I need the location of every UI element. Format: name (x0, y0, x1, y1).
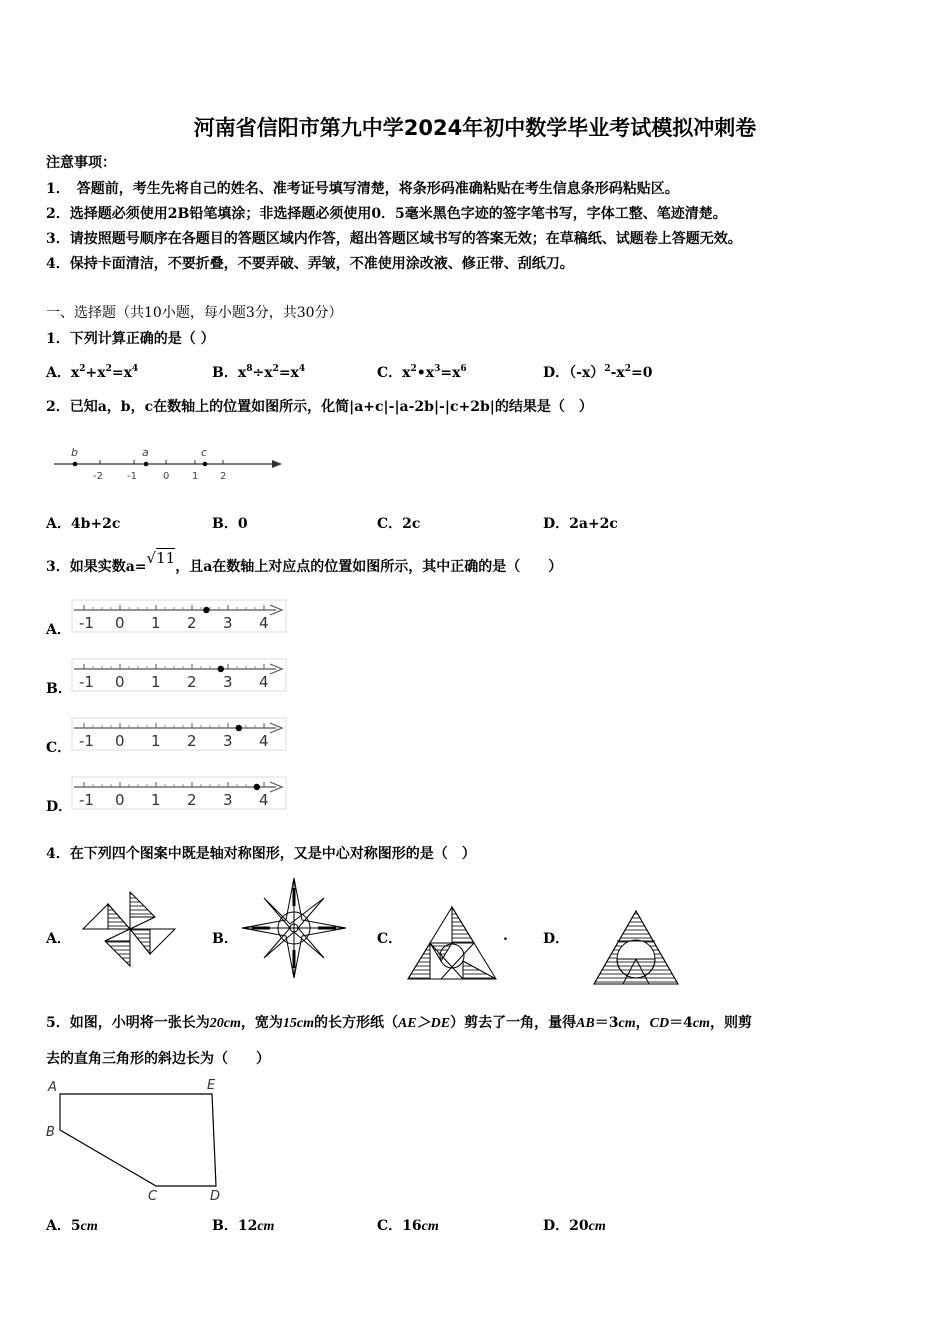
vertex-label-c: C (148, 1189, 158, 1204)
q3-option-label: A． (46, 622, 71, 638)
q4-option-label: B． (212, 931, 238, 947)
point-a-dot (236, 725, 242, 731)
q5-option-a: A．5cm (46, 1218, 98, 1234)
triangle-figure-d (590, 908, 682, 988)
tick-label: 1 (192, 471, 199, 482)
tick-label: 3 (223, 732, 233, 750)
notice-heading: 注意事项： (46, 155, 116, 171)
tick-label: -2 (93, 471, 103, 482)
number-line-frame (72, 777, 286, 809)
q5-pentagon-figure (44, 1074, 234, 1206)
tick-label: 3 (223, 791, 233, 809)
tick-label: 2 (187, 614, 197, 632)
sqrt-expression: √11 (146, 549, 176, 567)
vertex-label-b: B (46, 1125, 55, 1140)
notice-item: 4．保持卡面清洁，不要折叠，不要弄破、弄皱，不准使用涂改液、修正带、刮纸刀。 (46, 256, 574, 272)
vertex-label-a: A (48, 1080, 57, 1095)
q1-stem: 1．下列计算正确的是（ ） (46, 331, 215, 347)
separator-dot: . (503, 928, 508, 944)
tick-label: 0 (163, 471, 170, 482)
notice-item: 3．请按照题号顺序在各题目的答题区域内作答，超出答题区域书写的答案无效；在草稿纸、试题卷上答题无效。 (46, 231, 742, 247)
point-a-dot (218, 666, 224, 672)
tick-label: 4 (259, 791, 269, 809)
q3-option-label: D． (46, 799, 73, 815)
notice-item: 1． 答题前，考生先将自己的姓名、准考证号填写清楚，将条形码准确粘贴在考生信息条形码粘贴区。 (46, 181, 679, 197)
tick-label: 1 (151, 614, 161, 632)
q5-option-b: B．12cm (212, 1218, 275, 1234)
q3-option-label: B． (46, 681, 72, 697)
triangle-figure-c (404, 904, 500, 982)
q1-option-d: D．$(-x)^2-x^2=0$ (543, 364, 653, 381)
tick-label: 1 (151, 791, 161, 809)
q1-option-c: C．$x^2•x^3=x^6$ (377, 364, 467, 381)
vertex-label-d: D (210, 1189, 221, 1204)
q1-option-b: B．$x^8\div x^2=x^4$ (212, 364, 306, 381)
point-label-a: a (142, 446, 149, 459)
tick-label: 4 (259, 673, 269, 691)
q5-stem-line1: 5．如图，小明将一张长为20cm，宽为15cm的长方形纸（AE＞DE）剪去了一角，量得AB＝3cm，CD＝4cm，则剪 (46, 1015, 752, 1031)
tick-label: 0 (115, 732, 125, 750)
tick-label: 0 (115, 791, 125, 809)
tick-label: -1 (79, 614, 94, 632)
compass-star-figure (238, 876, 350, 980)
point-label-b: b (71, 446, 78, 459)
q3-number-line-d (70, 775, 290, 811)
tick-label: 1 (151, 732, 161, 750)
q4-option-label: A． (46, 931, 71, 947)
tick-label: -1 (127, 471, 137, 482)
tick-label: 3 (223, 673, 233, 691)
point-a-dot (203, 607, 209, 613)
q2-option-c: C．2c (377, 516, 421, 532)
tick-label: 0 (115, 673, 125, 691)
q3-option-label: C． (46, 740, 72, 756)
tick-label: -1 (79, 673, 94, 691)
q2-option-a: A．4b+2c (46, 516, 121, 532)
q2-option-b: B．0 (212, 516, 248, 532)
point-label-c: c (201, 446, 208, 459)
tick-label: 2 (220, 471, 227, 482)
q3-number-line-a (70, 598, 290, 634)
q2-stem: 2．已知a，b，c在数轴上的位置如图所示，化简|a+c|-|a-2b|-|c+2b|的结果是（ ） (46, 399, 593, 415)
q5-option-c: C．16cm (377, 1218, 439, 1234)
tick-label: 0 (115, 614, 125, 632)
number-line-frame (72, 659, 286, 691)
q4-stem: 4．在下列四个图案中既是轴对称图形，又是中心对称图形的是（ ） (46, 846, 476, 862)
tick-label: 2 (187, 791, 197, 809)
tick-label: -1 (79, 732, 94, 750)
tick-label: 4 (259, 732, 269, 750)
tick-label: -1 (79, 791, 94, 809)
tick-label: 2 (187, 673, 197, 691)
q3-number-line-c (70, 716, 290, 752)
tick-label: 1 (151, 673, 161, 691)
q4-option-label: D． (543, 931, 570, 947)
notice-item: 2．选择题必须使用2B铅笔填涂；非选择题必须使用0．5毫米黑色字迹的签字笔书写，字体工整、笔迹清楚。 (46, 206, 727, 222)
number-line-frame (72, 718, 286, 750)
tick-label: 3 (223, 614, 233, 632)
q2-option-d: D．2a+2c (543, 516, 618, 532)
point-a-dot (254, 784, 260, 790)
q5-stem-line2: 去的直角三角形的斜边长为（ ） (46, 1051, 270, 1067)
pinwheel-figure (78, 888, 182, 970)
q2-number-line (50, 440, 290, 486)
q5-option-d: D．20cm (543, 1218, 606, 1234)
page-title: 河南省信阳市第九中学2024年初中数学毕业考试模拟冲刺卷 (193, 116, 757, 140)
section-heading: 一、选择题（共10小题，每小题3分，共30分） (46, 305, 343, 321)
q3-stem: 3．如果实数a=√11，且a在数轴上对应点的位置如图所示，其中正确的是（ ） (46, 549, 563, 575)
q4-option-label: C． (377, 931, 403, 947)
q1-option-a: A．$x^2+x^2=x^4$ (46, 364, 139, 381)
tick-label: 2 (187, 732, 197, 750)
vertex-label-e: E (207, 1078, 216, 1093)
number-line-frame (72, 600, 286, 632)
q3-number-line-b (70, 657, 290, 693)
tick-label: 4 (259, 614, 269, 632)
